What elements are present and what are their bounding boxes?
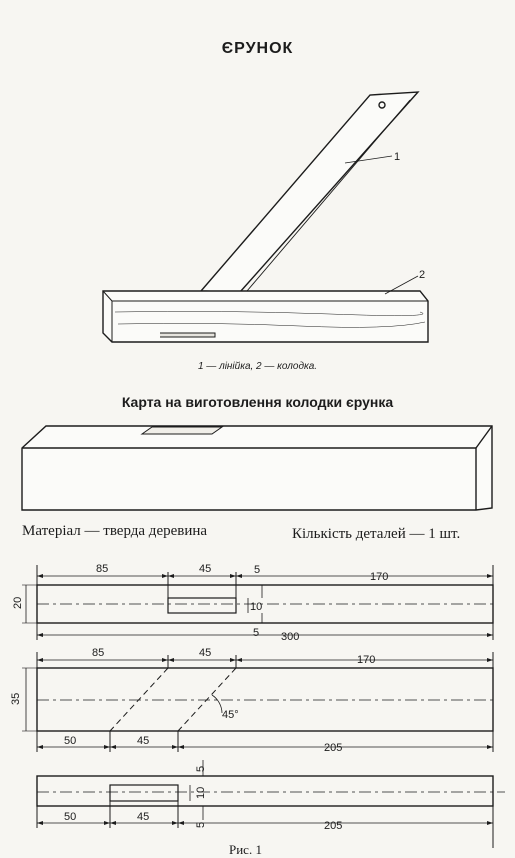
d3-dim-50: 50	[64, 811, 77, 823]
try-square-illustration	[103, 92, 428, 342]
d3-dim-5: 5	[195, 765, 207, 772]
d1-dim-170: 170	[370, 571, 389, 583]
quantity-label: Кількість деталей — 1 шт.	[292, 526, 461, 542]
d3-dim-205: 205	[324, 820, 343, 832]
d3-dim-10: 10	[195, 786, 207, 799]
d2-dim-85: 85	[92, 647, 105, 659]
d2-dim-angle: 45°	[222, 709, 239, 721]
d1-dim-5b: 5	[253, 627, 260, 639]
stock-outline	[103, 291, 428, 342]
d3-dim-5b: 5	[195, 821, 207, 828]
d1-dim-10: 10	[250, 601, 263, 613]
blade-outline	[201, 92, 418, 292]
d2-dim-35: 35	[10, 692, 22, 705]
card-title: Карта на виготовлення колодки єрунка	[121, 394, 394, 410]
d1-dim-5: 5	[254, 564, 261, 576]
d1-dim-45: 45	[199, 563, 212, 575]
d2-dim-50: 50	[64, 735, 77, 747]
part-label-2: 2	[419, 269, 426, 281]
d3-dim-45: 45	[137, 811, 150, 823]
drawing-3	[37, 760, 505, 848]
stock-3d-view	[22, 426, 492, 510]
part-label-1: 1	[394, 151, 401, 163]
mortise-slot	[142, 427, 222, 434]
d1-dim-20: 20	[12, 596, 24, 609]
d1-dim-300: 300	[281, 631, 300, 643]
blade-edge	[247, 100, 410, 291]
d2-dim-45: 45	[199, 647, 212, 659]
d2-dim-205: 205	[324, 742, 343, 754]
material-label: Матеріал — тверда деревина	[22, 523, 208, 539]
drawing-2	[22, 652, 493, 752]
d2-dim-170: 170	[357, 654, 376, 666]
figure-caption: 1 — лінійка, 2 — колодка.	[197, 361, 318, 372]
d1-dim-85: 85	[96, 563, 109, 575]
page-title: ЄРУНОК	[221, 40, 294, 57]
figure-footer: Рис. 1	[229, 842, 262, 857]
d2-dim-45b: 45	[137, 735, 150, 747]
